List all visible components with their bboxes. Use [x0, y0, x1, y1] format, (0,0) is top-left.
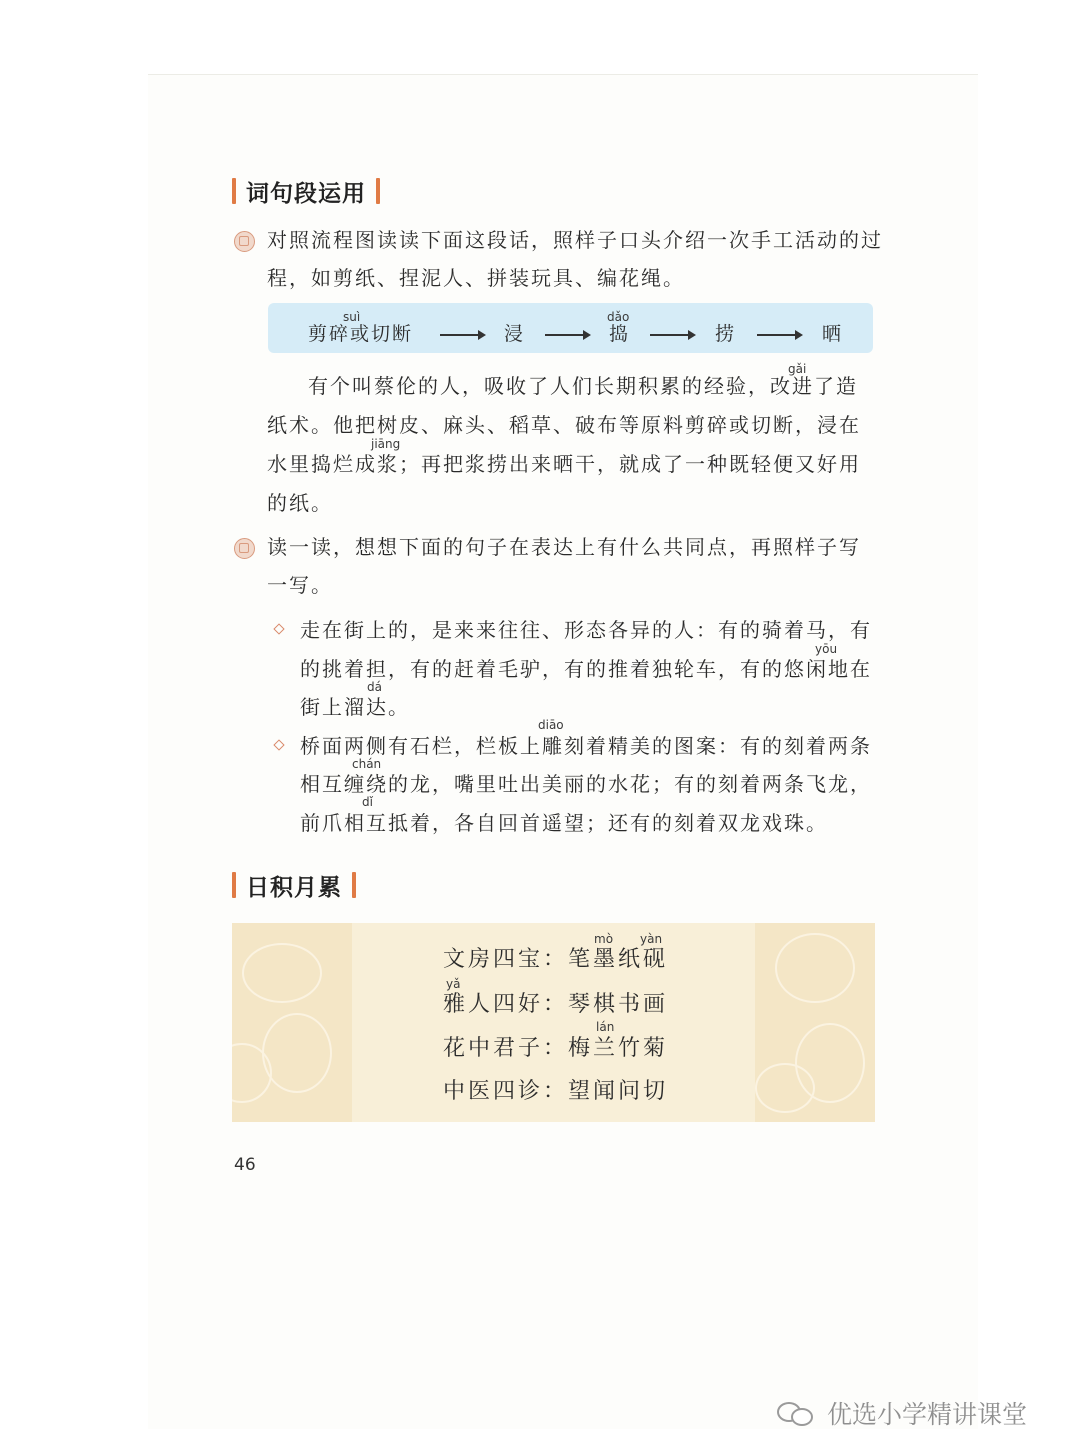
pinyin-gai: gǎi	[788, 362, 807, 376]
task2-line1: 读一读，想想下面的句子在表达上有什么共同点，再照样子写	[267, 535, 861, 559]
pinyin-yan: yàn	[640, 932, 663, 946]
page-number: 46	[234, 1155, 256, 1175]
pinyin-mo: mò	[594, 932, 614, 946]
example1-line2: 的挑着担，有的赶着毛驴，有的推着独轮车，有的悠闲地在	[300, 657, 872, 681]
idiom-line: 雅人四好：琴棋书画	[443, 992, 669, 1017]
title-bar-left	[232, 178, 236, 204]
passage-line1: 有个叫蔡伦的人，吸收了人们长期积累的经验，改进了造	[308, 374, 858, 398]
idiom-line: 中医四诊：望闻问切	[443, 1079, 669, 1104]
passage-line4: 的纸。	[267, 491, 333, 515]
watermark-text: 优选小学精讲课堂	[827, 1400, 1028, 1429]
seal-icon	[234, 538, 255, 559]
pinyin-lan: lán	[596, 1020, 615, 1034]
section-title-daily-accumulation	[232, 868, 356, 902]
section-title-text: 日积月累	[246, 874, 342, 901]
watermark	[777, 1395, 1027, 1431]
pinyin-di: dǐ	[362, 795, 373, 809]
pinyin-jiang: jiāng	[371, 437, 401, 451]
decorative-pattern-right	[755, 923, 875, 1122]
arrow-icon	[757, 334, 801, 336]
section-title-word-usage	[232, 174, 380, 208]
arrow-icon	[650, 334, 694, 336]
example2-line3: 前爪相互抵着，各自回首遥望；还有的刻着双龙戏珠。	[300, 811, 828, 835]
section-title-text: 词句段运用	[246, 180, 366, 207]
arrow-icon	[440, 334, 484, 336]
idiom-line: 花中君子：梅兰竹菊	[443, 1036, 669, 1061]
flow-step-cut: 剪碎或切断	[308, 323, 414, 345]
pinyin-diao: diāo	[538, 718, 564, 732]
pinyin-dao: dǎo	[607, 310, 630, 324]
passage-line2: 纸术。他把树皮、麻头、稻草、破布等原料剪碎或切断，浸在	[267, 413, 861, 437]
example1-line1: 走在街上的，是来来往往、形态各异的人：有的骑着马，有	[300, 618, 872, 642]
idiom-line: 文房四宝：笔墨纸砚	[443, 947, 669, 972]
task2-line2: 一写。	[267, 573, 333, 597]
flow-step-pound: 捣	[609, 323, 631, 345]
decorative-pattern-left	[232, 923, 352, 1122]
title-bar-right	[352, 872, 356, 898]
task1-line2: 程，如剪纸、捏泥人、拼装玩具、编花绳。	[267, 266, 685, 290]
flow-step-soak: 浸	[504, 323, 526, 345]
title-bar-right	[376, 178, 380, 204]
seal-icon	[234, 231, 255, 252]
flow-step-dry: 晒	[822, 323, 844, 345]
arrow-icon	[545, 334, 589, 336]
pinyin-ya: yǎ	[446, 977, 461, 991]
pinyin-da: dá	[367, 680, 382, 694]
pinyin-sui: suì	[343, 310, 361, 324]
pinyin-you: yōu	[815, 642, 838, 656]
chat-bubbles-icon	[777, 1400, 817, 1426]
title-bar-left	[232, 872, 236, 898]
example1-line3: 街上溜达。	[300, 695, 410, 719]
task1-line1: 对照流程图读读下面这段话，照样子口头介绍一次手工活动的过	[267, 228, 883, 252]
example2-line1: 桥面两侧有石栏，栏板上雕刻着精美的图案：有的刻着两条	[300, 734, 872, 758]
pinyin-chan: chán	[352, 757, 382, 771]
flow-step-scoop: 捞	[715, 323, 737, 345]
example2-line2: 相互缠绕的龙，嘴里吐出美丽的水花；有的刻着两条飞龙，	[300, 772, 872, 796]
passage-line3: 水里捣烂成浆；再把浆捞出来晒干，就成了一种既轻便又好用	[267, 452, 861, 476]
